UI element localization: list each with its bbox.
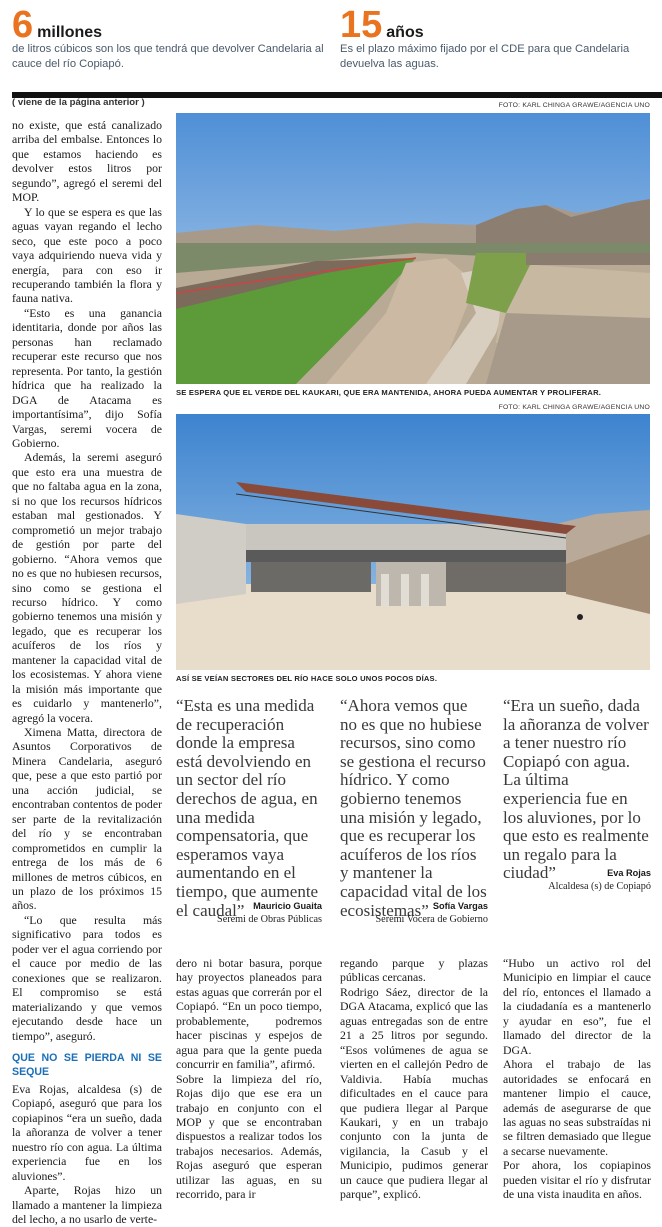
quote-role: Alcaldesa (s) de Copiapó [548,881,651,892]
photo-river-kaukari [176,113,650,384]
paragraph: “Lo que resulta más significativo para todos es poder ver el agua corriendo por el cauce por medio de las conexiones que se realizaron. El compromiso se está materializando y que vemos ejecutando desde hace un tiempo”, aseguró. [12,912,162,1043]
quote-name: Eva Rojas [607,868,651,878]
photo-river-image [176,113,650,384]
quote-name: Mauricio Guaita [253,901,322,911]
stat-number: 15 [340,4,383,46]
photo-credit: FOTO: KARL CHINGA GRAWE/AGENCIA UNO [498,102,650,109]
left-column [12,118,162,1227]
photo-caption: ASÍ SE VEÍAN SECTORES DEL RÍO HACE SOLO UNOS POCOS DÍAS. [176,674,438,683]
stat-block-2 [340,6,424,44]
paragraph: Aparte, Rojas hizo un llamado a mantener la limpieza del lecho, a no usarlo de verte- [12,1183,162,1227]
photo-credit: FOTO: KARL CHINGA GRAWE/AGENCIA UNO [498,404,650,411]
paragraph: Y lo que se espera es que las aguas vayan regando el lecho seco, que este poco a poco vaya adquiriendo nueva vida y energía, para con eso ir recuperando también la flora y fauna nativa. [12,204,162,306]
quote-rojas: “Era un sueño, dada la añoranza de volver a tener nuestro río Copiapó con agua. La última experiencia fue en los aluviones, por lo que esto es realmente un regalo para la ciudad” [503,696,649,883]
stat-block-1 [12,6,102,44]
quote-vargas: “Ahora vemos que no es que no hubiese recursos, sino como se gestiona el recurso hídrico. Y como gobierno tenemos una misión y legado, que es recuperar los acuíferos de los ríos y mantener la capacidad vital de los ecosistemas” [340,696,487,920]
photo-bridge-image [176,414,650,670]
quote-name: Sofía Vargas [432,901,488,911]
paragraph: Además, la seremi aseguró que esto era una muestra de que no faltaba agua en la zona, si no que los recursos hídricos estaban mal gestionados. Y comprometió un mejor trabajo de gestión por parte del gobierno. “Ahora vemos que no es que no hubiesen recursos, sino como se gestiona el recurso hídrico. Y como gobierno tenemos una misión y legado, que es recuperar los acuíferos de los ríos y mantener la capacidad vital de los ecosistemas. Y ahora viene la misión más importante que es cuidarlo y mantenerlo”, agregó la vocera. [12,450,162,725]
bottom-column-2: regando parque y plazas públicas cercanas. Rodrigo Sáez, director de la DGA Atacama, explicó que las aguas entregadas son de entre 21 a 25 litros por segundo. “Esos volúmenes de agua se vierten en el callejón Pedro de Valdivia. Había muchas dificultades en el cauce para que pudiera llegar al Parque Kaukari, y en un trabajo conjunto con la junta de vigilancia, la Casub y el Municipio, pudimos generar un cauce que pudiera llegar al parque”, explicó. [340,956,488,1202]
stat-number: 6 [12,4,34,46]
stat-word: millones [37,24,103,41]
stat-word: años [386,24,424,41]
quote-role: Seremi de Obras Públicas [217,914,322,925]
photo-caption: SE ESPERA QUE EL VERDE DEL KAUKARI, QUE ERA MANTENIDA, AHORA PUEDA AUMENTAR Y PROLIFERAR. [176,388,602,397]
paragraph: no existe, que está canalizado arriba del embalse. Entonces lo que estamos haciendo es devolver estos litros por segundo”, agregó el seremi del MOP. [12,118,162,205]
paragraph: Eva Rojas, alcaldesa (s) de Copiapó, aseguró que para los copiapinos “era un sueño, dada la añoranza de volver a tener nuestro río con agua. La última experiencia fue en los aluviones”. [12,1082,162,1183]
bottom-column-1: dero ni botar basura, porque hay proyectos planeados para estas aguas que correrán por el Copiapó. “En un poco tiempo, probablemente, podremos hacer piscinas y espejos de agua para que la gente pueda concurrir en familia”, afirmó. Sobre la limpieza del río, Rojas dijo que ese era un trabajo en conjunto con el MOP y que se encontraban dispuestos a realizar todos los trabajos necesarios. Además, Rojas aseguró que esperan utilizar las aguas, en su recorrido, para ir [176,956,322,1202]
quote-guaita: “Esta es una medida de recuperación donde la empresa está devolviendo en un sector del río derechos de agua, en una medida compensatoria, que esperamos vaya aumentando en el tiempo, que aumente el caudal” [176,696,319,920]
quote-role: Seremi Vocera de Gobierno [375,914,488,925]
continued-label: ( viene de la página anterior ) [12,97,145,108]
stat-text: de litros cúbicos son los que tendrá que devolver Candelaria al cauce del río Copiapó. [12,43,324,70]
subhead: QUE NO SE PIERDA NI SE SEQUE [12,1052,162,1078]
stat-text: Es el plazo máximo fijado por el CDE para que Candelaria devuelva las aguas. [340,43,630,70]
bottom-column-3: “Hubo un activo rol del Municipio en limpiar el cauce del río, entonces el llamado a la ciudadanía es a mantenerlo y ayudar en eso”, fue el llamado del director de la DGA. Ahora el trabajo de las autoridades se enfocará en mantener limpio el cauce, además de asegurarse de que las aguas no seas substraídas ni se filtren demasiado que llegue a secarse nuevamente. Por ahora, los copiapinos pueden visitar el río y disfrutar de una vista inaudita en años. [503,956,651,1202]
paragraph: Ximena Matta, directora de Asuntos Corporativos de Minera Candelaria, aseguró que, pese a que esto partió por una acción judicial, se encontraban contentos de poder ser parte de la revitalización del río y se encontraban comprometidos en cumplir la entrega de los más de 6 millones de metros cúbicos, en un plazo de los próximos 15 años. [12,725,162,913]
paragraph: “Esto es una ganancia identitaria, donde por años las personas han reclamado recuperar este recurso que nos representa. Por tanto, la gestión hídrica que ha realizado la DGA de Atacama es importantísima”, dijo Sofía Vargas, seremi vocera de Gobierno. [12,305,162,450]
photo-bridge [176,414,650,670]
